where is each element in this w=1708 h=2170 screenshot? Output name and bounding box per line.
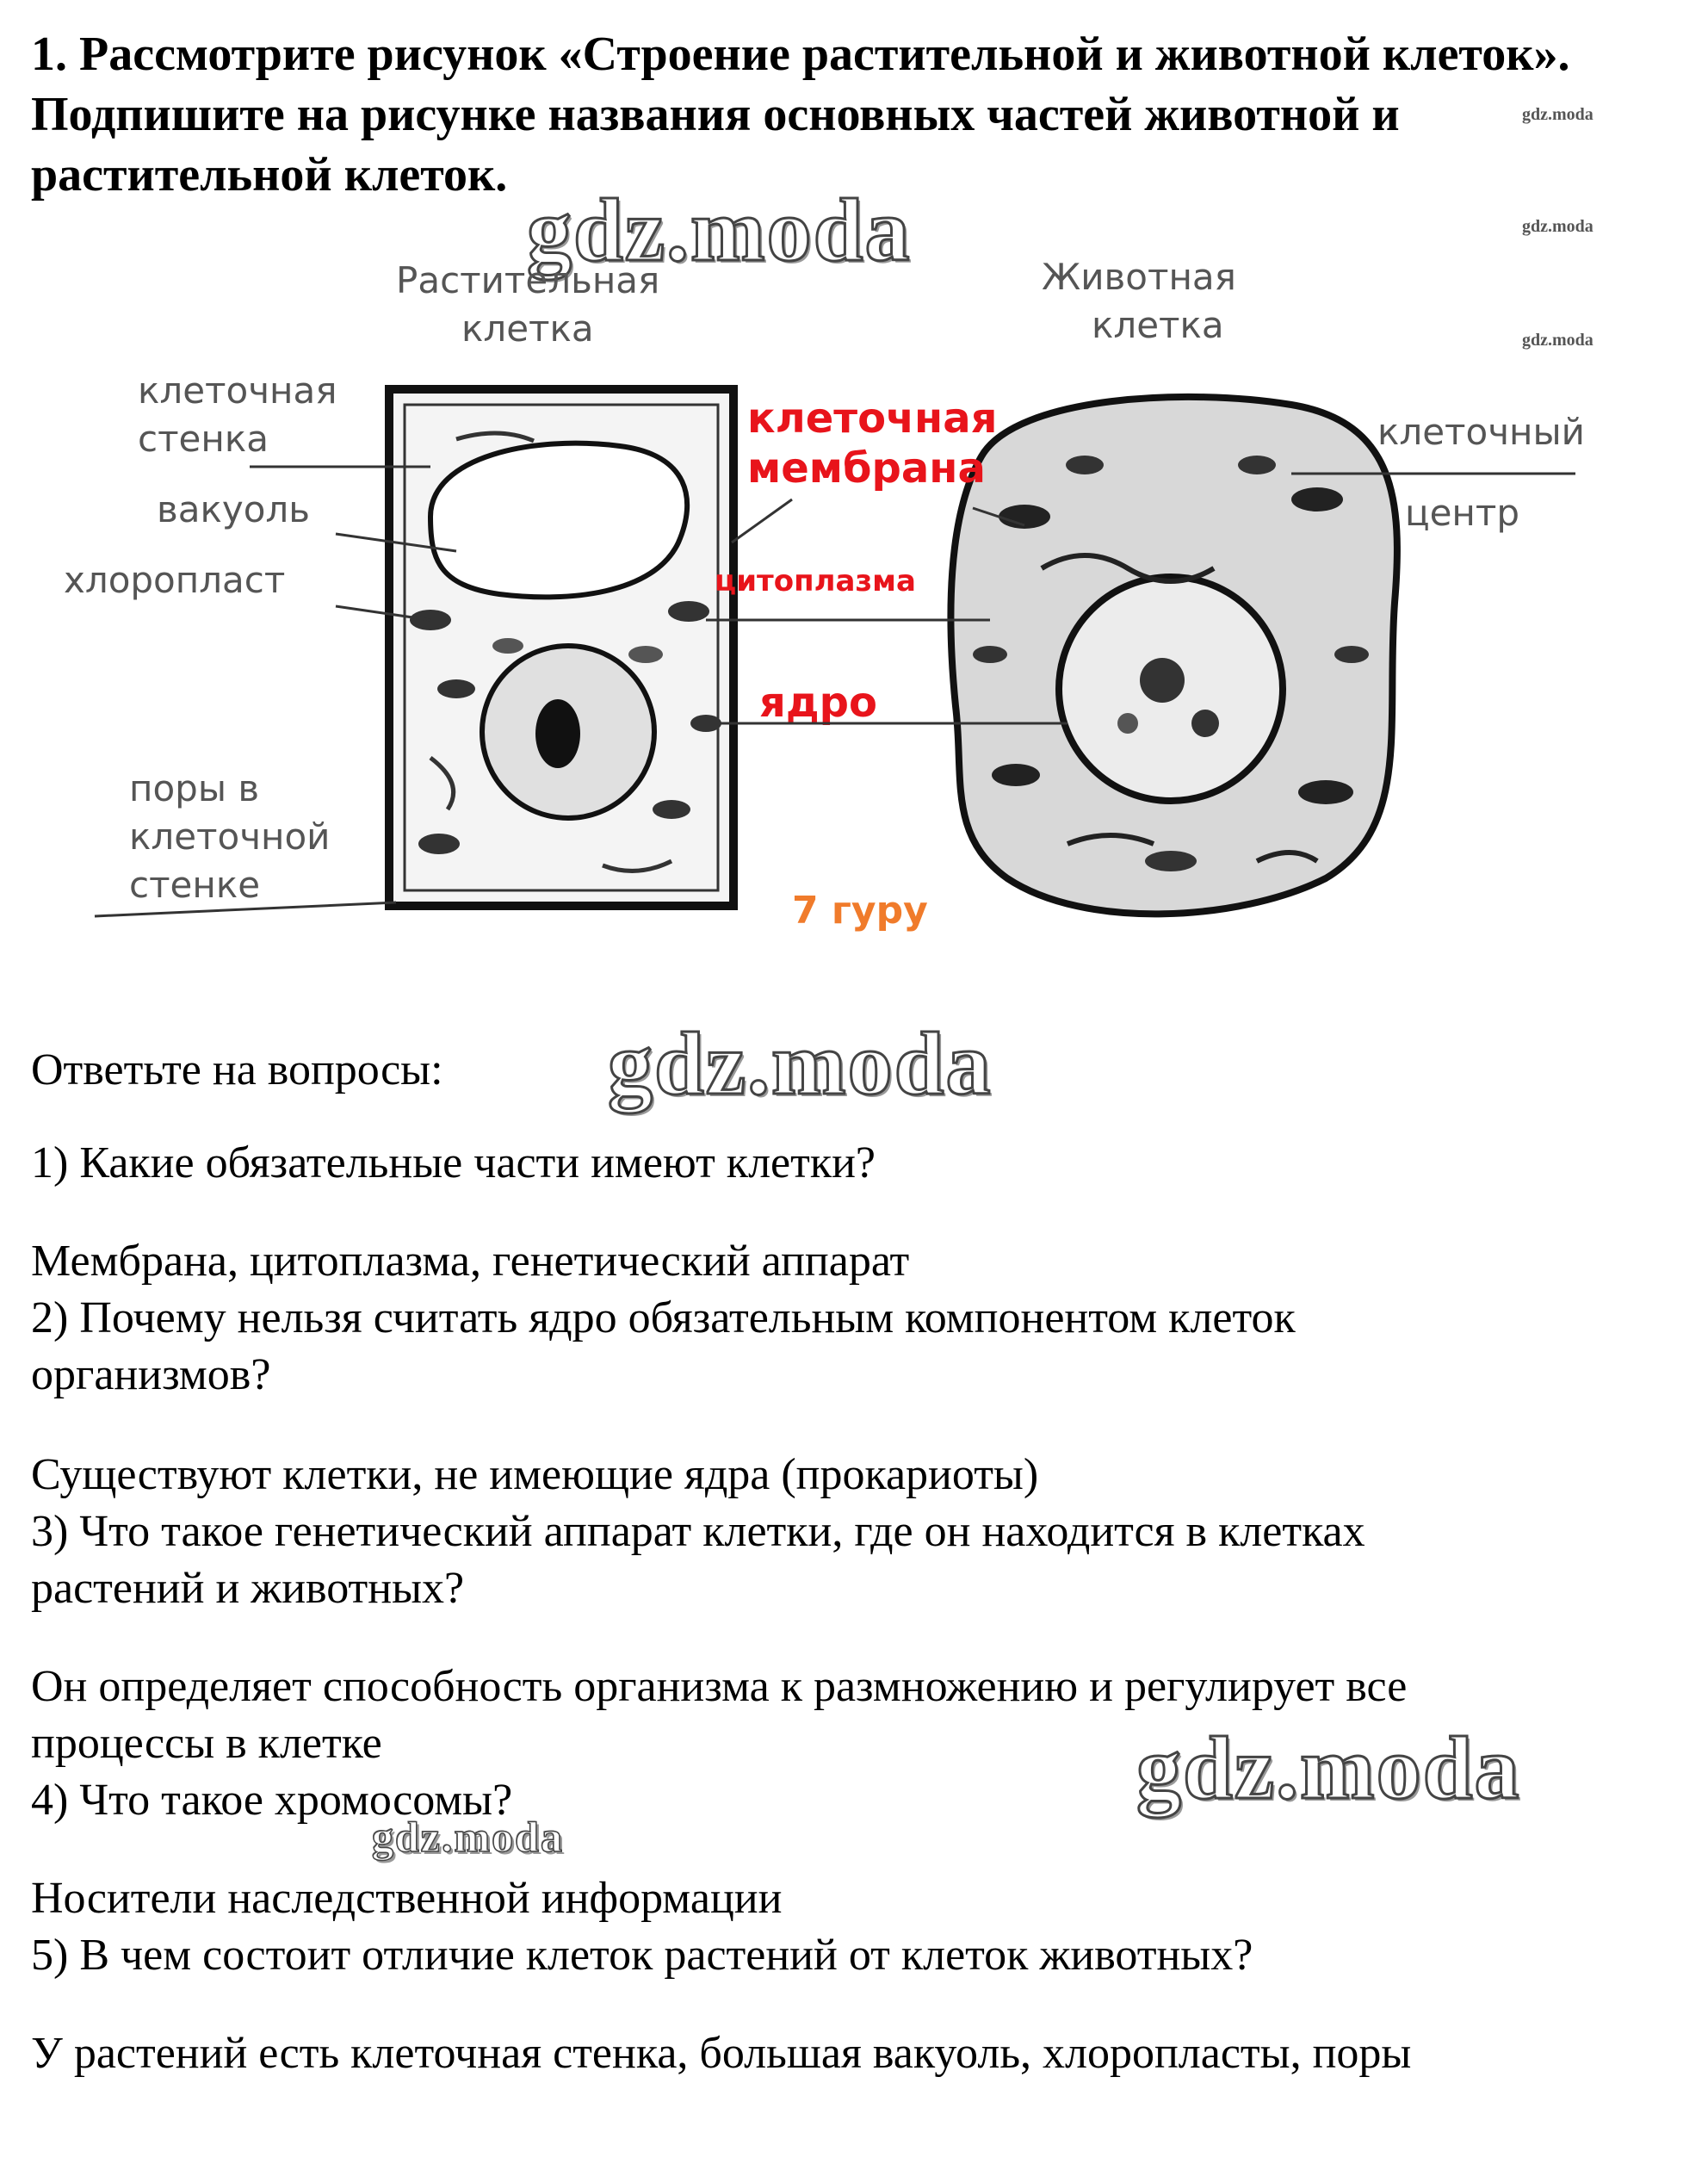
watermark-large-1: gdz.moda [527, 181, 912, 280]
task-title-line-1: 1. Рассмотрите рисунок «Строение растительной и животной клеток». [31, 28, 1570, 81]
answer-4: Носители наследственной информации [31, 1874, 783, 1923]
label-centrosome-1: клеточный [1377, 411, 1585, 453]
question-1: 1) Какие обязательные части имеют клетки? [31, 1138, 876, 1187]
label-chloroplast: хлоропласт [64, 559, 286, 601]
animal-title-2: клетка [1092, 304, 1224, 346]
label-pores-3: стенке [129, 864, 261, 906]
answer-nucleus: ядро [759, 679, 877, 727]
watermark-small-3: gdz.moda [1522, 331, 1594, 350]
answer-3-line-1: Он определяет способность организма к размножению и регулирует все [31, 1662, 1408, 1711]
cell-diagram-svg [52, 241, 1636, 964]
task-title-line-3: растительной клеток. [31, 148, 508, 202]
question-3-line-1: 3) Что такое генетический аппарат клетки, где он находится в клетках [31, 1507, 1365, 1556]
plant-title-1: Растительная [396, 259, 660, 301]
figure-credit: 7 гуру [792, 889, 928, 933]
plant-title-2: клетка [461, 307, 594, 350]
answer-1: Мембрана, цитоплазма, генетический аппарат [31, 1237, 910, 1286]
plant-cell [389, 389, 733, 906]
question-5: 5) В чем состоит отличие клеток растений от клеток животных? [31, 1931, 1253, 1980]
label-vacuole: вакуоль [157, 488, 311, 530]
label-cell-wall-1: клеточная [138, 369, 337, 412]
animal-title-1: Животная [1042, 256, 1236, 298]
watermark-medium: gdz.moda [372, 1813, 564, 1861]
answer-membrane-1: клеточная [747, 394, 998, 443]
answer-cytoplasm: цитоплазма [715, 564, 916, 598]
answer-5: У растений есть клеточная стенка, большая вакуоль, хлоропласты, поры [31, 2029, 1412, 2078]
answer-membrane-2: мембрана [747, 444, 986, 493]
watermark-small-1: gdz.moda [1522, 105, 1594, 124]
question-4: 4) Что такое хромосомы? [31, 1776, 513, 1825]
answer-3-line-2: процессы в клетке [31, 1719, 382, 1768]
questions-intro: Ответьте на вопросы: [31, 1045, 443, 1094]
label-centrosome-2: центр [1405, 492, 1520, 534]
watermark-small-2: gdz.moda [1522, 217, 1594, 236]
question-3-line-2: растений и животных? [31, 1564, 465, 1613]
label-pores-1: поры в [129, 767, 260, 809]
answer-2: Существуют клетки, не имеющие ядра (прокариоты) [31, 1450, 1039, 1499]
watermark-large-3: gdz.moda [1136, 1719, 1521, 1818]
label-cell-wall-2: стенка [138, 418, 269, 460]
question-2-line-1: 2) Почему нельзя считать ядро обязательным компонентом клеток [31, 1293, 1296, 1342]
watermark-large-2: gdz.moda [608, 1014, 993, 1113]
task-title-line-2: Подпишите на рисунке названия основных частей животной и [31, 88, 1400, 141]
cell-diagram [52, 241, 1636, 964]
label-pores-2: клеточной [129, 815, 331, 858]
question-2-line-2: организмов? [31, 1350, 271, 1399]
task-title [31, 24, 1649, 205]
vacuole-shape [430, 443, 687, 598]
